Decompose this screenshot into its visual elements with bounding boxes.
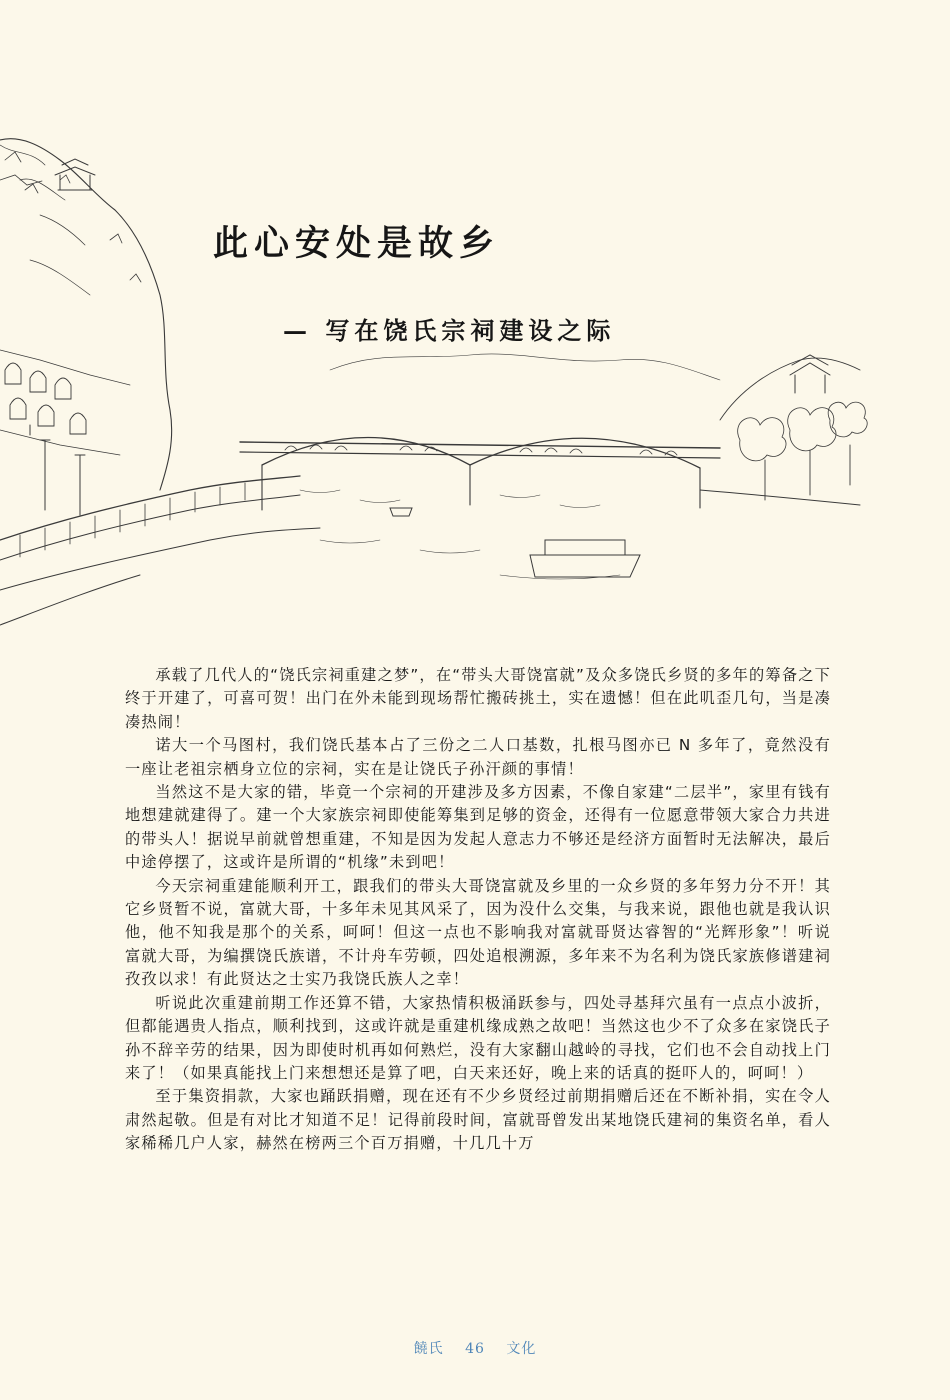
bridge-landscape-sketch (0, 120, 870, 630)
journal-name: 饒氏 (413, 1341, 444, 1357)
paragraph: 听说此次重建前期工作还算不错，大家热情积极涌跃参与，四处寻基拜穴虽有一点点小波折，但都能遇贵人指点，顺利找到，这或许就是重建机缘成熟之故吧！当然这也少不了众多在家饶氏子孙不辞辛劳的结果，因为即使时机再如何熟烂，没有大家翻山越岭的寻找，它们也不会自动找上门来了！（如果真能找上门来想想还是算了吧，白天来还好，晚上来的话真的挺吓人的，呵呵！） (125, 993, 831, 1082)
paragraph: 诺大一个马图村，我们饶氏基本占了三份之二人口基数，扎根马图亦已 N 多年了，竟然没有一座让老祖宗栖身立位的宗祠，实在是让饶氏子孙汗颜的事情！ (125, 736, 831, 778)
paragraph: 今天宗祠重建能顺利开工，跟我们的带头大哥饶富就及乡里的一众乡贤的多年努力分不开！其它乡贤暂不说，富就大哥，十多年未见其风采了，因为没什么交集，与我来说，跟他也就是我认识他，他不知我是那个的关系，呵呵！但这一点也不影响我对富就哥贤达睿智的“光辉形象”！听说富就大哥，为编撰饶氏族谱，不计舟车劳顿，四处追根溯源，多年来不为名利为饶氏家族修谱建祠孜孜以求！有此贤达之士实乃我饶氏族人之幸！ (125, 876, 831, 989)
paragraph: 当然这不是大家的错，毕竟一个宗祠的开建涉及多方因素，不像自家建“二层半”，家里有钱有地想建就建得了。建一个大家族宗祠即使能筹集到足够的资金，还得有一位愿意带领大家合力共进的带头人！据说早前就曾想重建，不知是因为发起人意志力不够还是经济方面暂时无法解决，最后中途停摆了，这或许是所谓的“机缘”未到吧！ (125, 783, 831, 872)
page-number: 46 (465, 1341, 485, 1357)
article-title: 此心安处是故乡 (213, 224, 501, 264)
section-name: 文化 (506, 1341, 537, 1357)
page-footer (0, 1338, 950, 1358)
article-body (125, 664, 831, 1156)
paragraph: 承载了几代人的“饶氏宗祠重建之梦”，在“带头大哥饶富就”及众多饶氏乡贤的多年的筹备之下终于开建了，可喜可贺！出门在外未能到现场帮忙搬砖挑土，实在遗憾！但在此叽歪几句，当是凑凑热闹！ (125, 666, 831, 731)
article-subtitle: — 写在饶氏宗祠建设之际 (283, 316, 616, 345)
paragraph: 至于集资捐款，大家也踊跃捐赠，现在还有不少乡贤经过前期捐赠后还在不断补捐，实在令人肃然起敬。但是有对比才知道不足！记得前段时间，富就哥曾发出某地饶氏建祠的集资名单，看人家稀稀几户人家，赫然在榜两三个百万捐赠，十几几十万 (125, 1087, 831, 1153)
